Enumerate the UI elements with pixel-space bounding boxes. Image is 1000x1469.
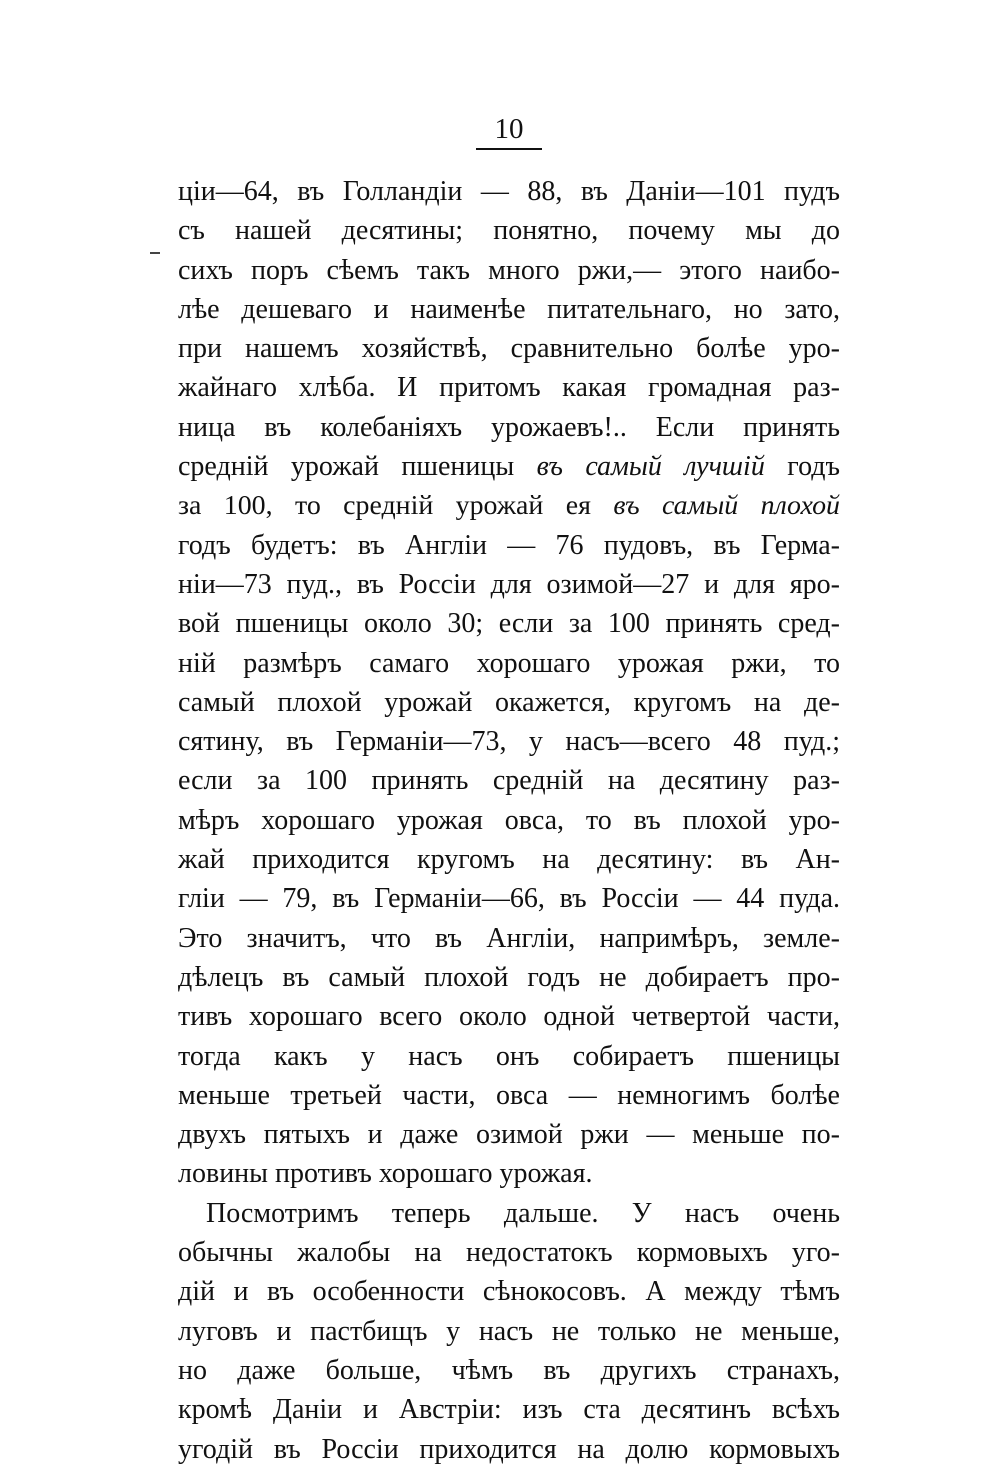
text-line: ніи—73 пуд., въ Россіи для озимой—27 и для яро- bbox=[178, 568, 840, 600]
text-line: двухъ пятыхъ и даже озимой ржи — меньше по- bbox=[178, 1119, 840, 1151]
italic-phrase: въ самый плохой bbox=[613, 490, 840, 522]
text-line: луговъ и пастбищъ у насъ не только не меньше, bbox=[178, 1315, 840, 1347]
text-line: меньше третьей части, овса — немногимъ болѣе bbox=[178, 1079, 840, 1111]
text-line: Посмотримъ теперь дальше. У насъ очень bbox=[206, 1197, 840, 1229]
italic-phrase: въ самый лучшій bbox=[536, 451, 765, 483]
text-line: гліи — 79, въ Германіи—66, въ Россіи — 44 пуда. bbox=[178, 883, 840, 915]
text-line: дій и въ особенности сѣнокосовъ. А между тѣмъ bbox=[178, 1276, 840, 1308]
text-line: ловины противъ хорошаго урожая. bbox=[178, 1158, 593, 1190]
text-line: тогда какъ у насъ онъ собираетъ пшеницы bbox=[178, 1040, 840, 1072]
text-line: жай приходится кругомъ на десятину: въ Ан- bbox=[178, 844, 840, 876]
text-line: ница въ колебаніяхъ урожаевъ!.. Если принять bbox=[178, 411, 840, 443]
text-line: самый плохой урожай окажется, кругомъ на де- bbox=[178, 686, 840, 718]
text-line: годъ будетъ: въ Англіи — 76 пудовъ, въ Герма- bbox=[178, 529, 840, 561]
text-line: сихъ поръ сѣемъ такъ много ржи,— этого наибо- bbox=[178, 254, 840, 286]
text-line: Это значитъ, что въ Англіи, напримѣръ, земле- bbox=[178, 922, 840, 954]
text-span: средній урожай пшеницы bbox=[178, 451, 537, 483]
text-line: съ нашей десятины; понятно, почему мы до bbox=[178, 215, 840, 247]
text-line: при нашемъ хозяйствѣ, сравнительно болѣе уро- bbox=[178, 333, 840, 365]
text-span: за 100, то средній урожай ея bbox=[178, 490, 614, 522]
text-line: но даже больше, чѣмъ въ другихъ странахъ, bbox=[178, 1354, 840, 1386]
text-line: дѣлецъ въ самый плохой годъ не добираетъ про- bbox=[178, 961, 840, 993]
text-line: угодій въ Россіи приходится на долю кормовыхъ bbox=[178, 1433, 840, 1465]
body-text bbox=[178, 172, 840, 1469]
margin-mark bbox=[150, 252, 160, 254]
text-line: обычны жалобы на недостатокъ кормовыхъ уго- bbox=[178, 1237, 840, 1269]
paragraph-1 bbox=[178, 172, 840, 1194]
text-line: сятину, въ Германіи—73, у насъ—всего 48 пуд.; bbox=[178, 726, 840, 758]
text-line: вой пшеницы около 30; если за 100 принять сред- bbox=[178, 608, 840, 640]
paragraph-2 bbox=[178, 1194, 840, 1469]
text-line: если за 100 принять средній на десятину раз- bbox=[178, 765, 840, 797]
text-line: мѣръ хорошаго урожая овса, то въ плохой уро- bbox=[178, 804, 840, 836]
text-line: кромѣ Даніи и Австріи: изъ ста десятинъ всѣхъ bbox=[178, 1394, 840, 1426]
text-line: ціи—64, въ Голландіи — 88, въ Даніи—101 пудъ bbox=[178, 176, 840, 207]
text-line: жайнаго хлѣба. И притомъ какая громадная раз- bbox=[178, 372, 840, 404]
text-line-with-italic bbox=[178, 486, 840, 525]
page-number: 10 bbox=[494, 113, 524, 145]
page-number-rule bbox=[476, 148, 542, 150]
text-span: годъ bbox=[764, 451, 840, 483]
text-line: тивъ хорошаго всего около одной четвертой части, bbox=[178, 1001, 840, 1033]
text-line-with-italic bbox=[178, 447, 840, 486]
text-line: ній размѣръ самаго хорошаго урожая ржи, то bbox=[178, 647, 840, 679]
text-line: лѣе дешеваго и наименѣе питательнаго, но зато, bbox=[178, 293, 840, 325]
